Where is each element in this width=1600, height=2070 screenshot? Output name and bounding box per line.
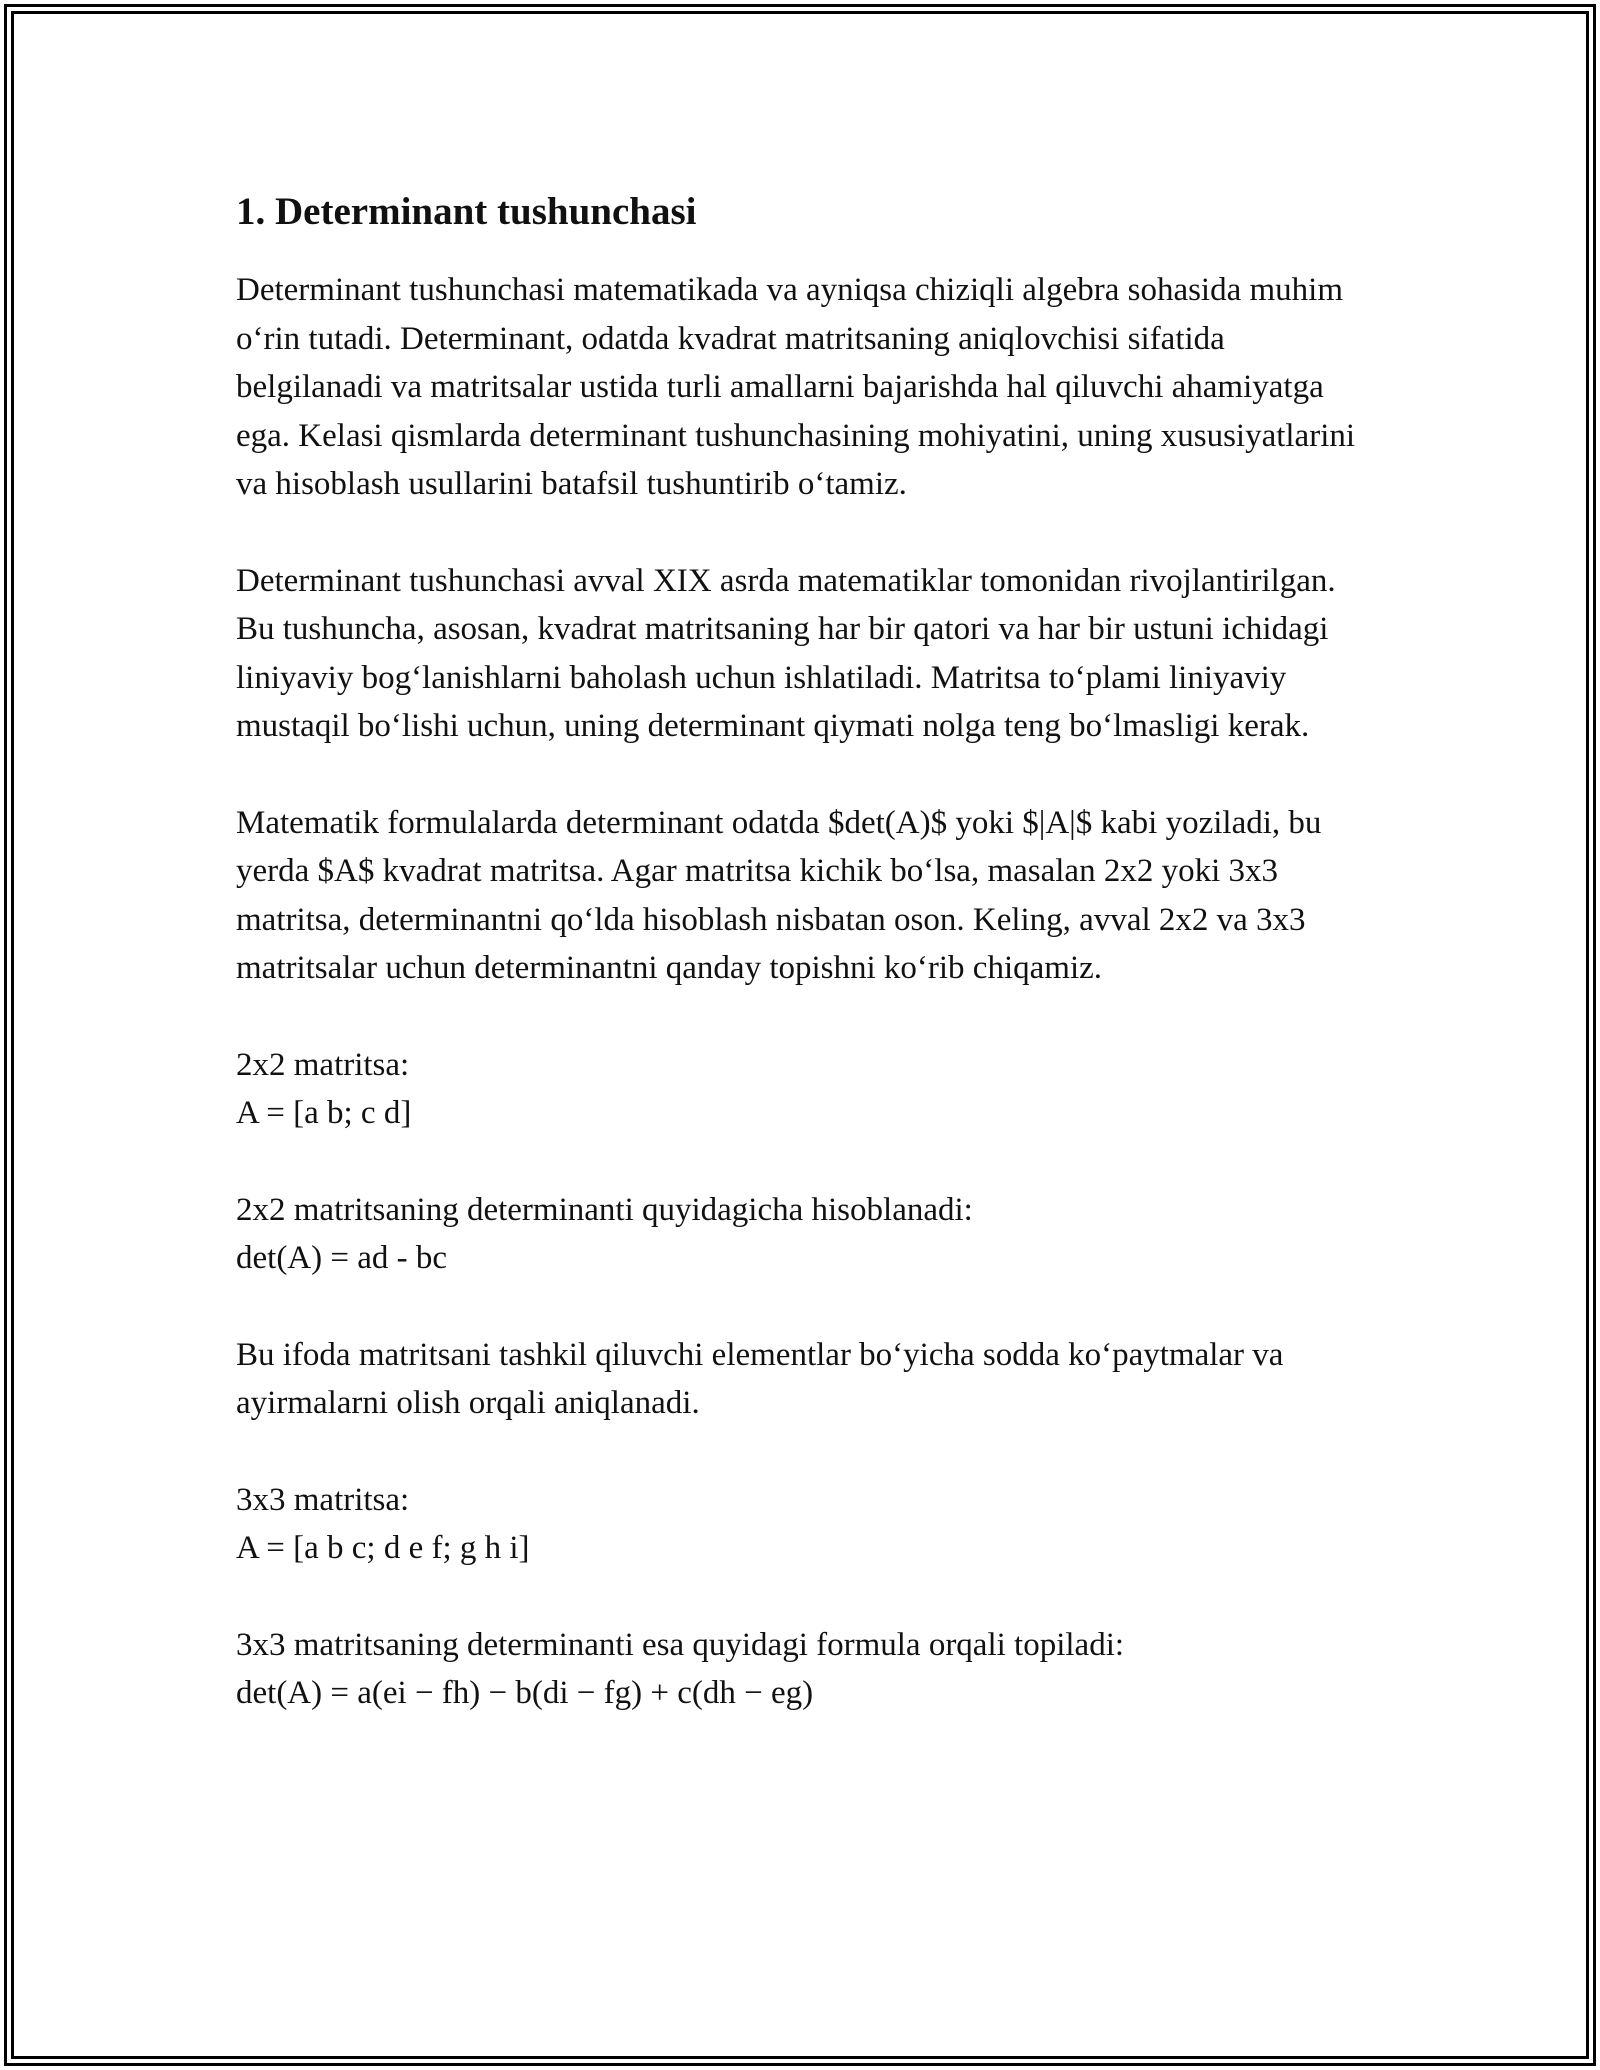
matrix-3x3-label: 3x3 matritsa:: [236, 1481, 410, 1518]
matrix-3x3-definition: A = [a b c; d e f; g h i]: [236, 1530, 530, 1566]
matrix-2x2-label: 2x2 matritsa:: [236, 1046, 410, 1083]
det-2x2-intro: 2x2 matritsaning determinanti quyidagicha hisoblanadi:: [236, 1191, 973, 1228]
document-body: [236, 186, 1366, 1718]
paragraph-notation: Matematik formulalarda determinant odatda $det(A)$ yoki $|A|$ kabi yoziladi, bu yerda $A$ kvadrat matritsa. Agar matritsa kichik bo‘lsa, masalan 2x2 yoki 3x3 matritsa, determinantni qo‘lda hisoblash nisbatan oson. Keling, avval 2x2 va 3x3 matritsalar uchun determinantni qanday topishni ko‘rib chiqamiz.: [236, 804, 1322, 986]
paragraph-intro: Determinant tushunchasi matematikada va ayniqsa chiziqli algebra sohasida muhim o‘rin tutadi. Determinant, odatda kvadrat matritsaning aniqlovchisi sifatida belgilanadi va matritsalar ustida turli amallarni bajarishda hal qiluvchi ahamiyatga ega. Kelasi qismlarda determinant tushunchasining mohiyatini, uning xususiyatlarini va hisoblash usullarini batafsil tushuntirib o‘tamiz.: [236, 272, 1356, 502]
section-heading: 1. Determinant tushunchasi: [236, 190, 697, 233]
det-3x3-intro: 3x3 matritsaning determinanti esa quyidagi formula orqali topiladi:: [236, 1626, 1125, 1663]
det-3x3-formula: det(A) = a(ei − fh) − b(di − fg) + c(dh − eg): [236, 1675, 814, 1711]
det-2x2-block: [236, 1186, 1366, 1283]
matrix-3x3-block: [236, 1476, 1366, 1573]
det-2x2-explanation: Bu ifoda matritsani tashkil qiluvchi elementlar bo‘yicha sodda ko‘paytmalar va ayirmalarni olish orqali aniqlanadi.: [236, 1336, 1284, 1421]
paragraph-history: Determinant tushunchasi avval XIX asrda matematiklar tomonidan rivojlantirilgan. Bu tushuncha, asosan, kvadrat matritsaning har bir qatori va har bir ustuni ichidagi liniyaviy bog‘lanishlarni baholash uchun ishlatiladi. Matritsa to‘plami liniyaviy mustaqil bo‘lishi uchun, uning determinant qiymati nolga teng bo‘lmasligi kerak.: [236, 562, 1336, 744]
matrix-2x2-block: [236, 1041, 1366, 1138]
matrix-2x2-definition: A = [a b; c d]: [236, 1095, 412, 1131]
det-3x3-block: [236, 1621, 1366, 1718]
det-2x2-formula: det(A) = ad - bc: [236, 1240, 448, 1276]
